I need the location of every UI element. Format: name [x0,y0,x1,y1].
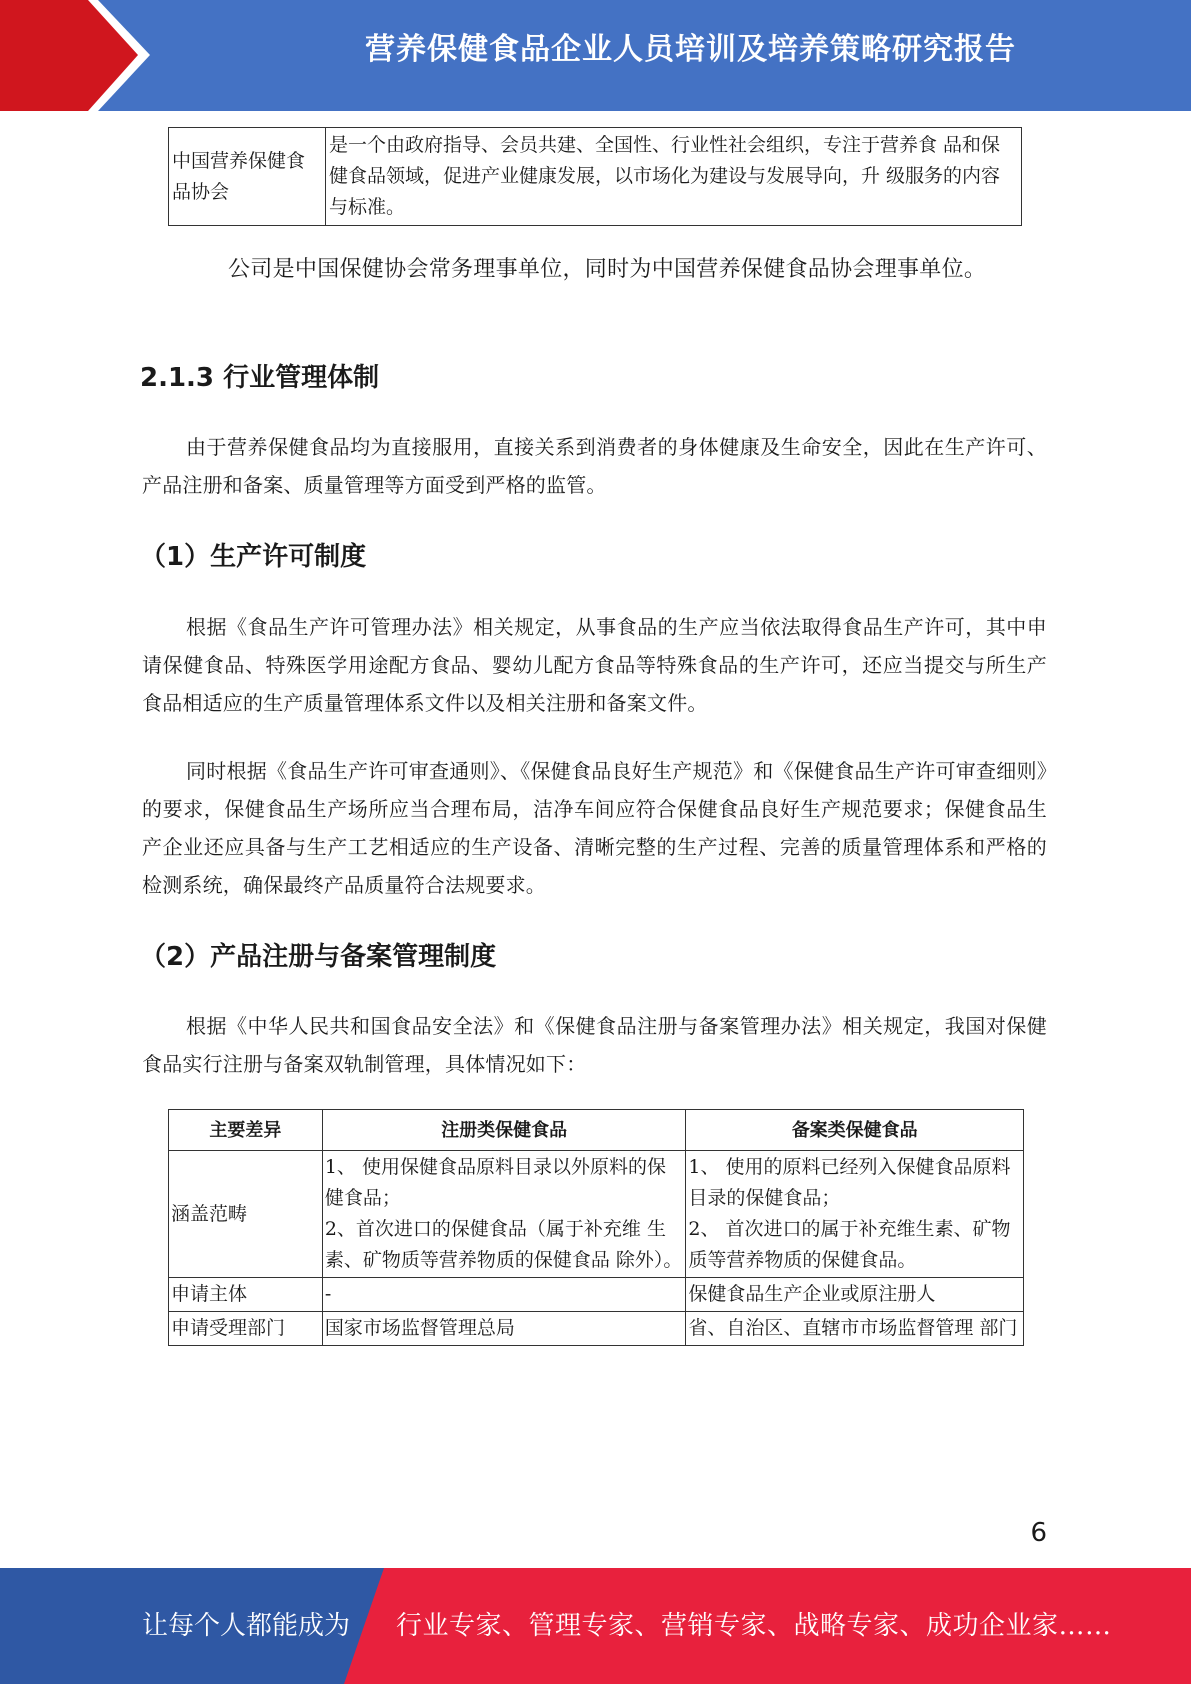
footer-slogan-right: 行业专家、管理专家、营销专家、战略专家、成功企业家…… [396,1611,1112,1641]
section-heading-production-license: （1）生产许可制度 [140,542,367,572]
registered-cell: - [322,1278,686,1312]
table-row [169,1151,1024,1278]
row-label: 申请主体 [169,1278,323,1312]
registered-cell: 1、 使用保健食品原料目录以外原料的保健食品； 2、首次进口的保健食品（属于补充维 生素、矿物质等营养物质的保健食品 除外）。 [322,1151,686,1278]
registered-cell: 国家市场监督管理总局 [322,1312,686,1346]
report-title: 营养保健食品企业人员培训及培养策略研究报告 [365,32,1016,67]
column-header: 主要差异 [169,1110,323,1151]
comparison-table-wrapper [160,1100,1040,1412]
row-label: 涵盖范畴 [169,1151,323,1278]
association-table [168,127,1022,226]
production-license-para-1: 根据《食品生产许可管理办法》相关规定，从事食品的生产应当依法取得食品生产许可，其中申请保健食品、特殊医学用途配方食品、婴幼儿配方食品等特殊食品的生产许可，还应当提交与所生产食品相适应的生产质量管理体系文件以及相关注册和备案文件。 [142,615,1047,715]
comparison-table [168,1109,1024,1346]
section-heading-registration-filing: （2）产品注册与备案管理制度 [140,942,497,972]
section-heading-2-1-3: 2.1.3 行业管理体制 [140,363,380,393]
table-header-row [169,1110,1024,1151]
table-row [169,128,1022,226]
page-number: 6 [1030,1518,1047,1548]
filed-cell: 保健食品生产企业或原注册人 [686,1278,1024,1312]
page-footer [0,1568,1191,1684]
table-row [169,1278,1024,1312]
filed-cell: 1、 使用的原料已经列入保健食品原料目录的保健食品； 2、 首次进口的属于补充维生素、矿物质等营养物质的保健食品。 [686,1151,1024,1278]
production-license-para-2: 同时根据《食品生产许可审查通则》、《保健食品良好生产规范》和《保健食品生产许可审查细则》的要求，保健食品生产场所应当合理布局，洁净车间应符合保健食品良好生产规范要求；保健食品生产企业还应具备与生产工艺相适应的生产设备、清晰完整的生产过程、完善的质量管理体系和严格的检测系统，确保最终产品质量符合法规要求。 [142,759,1047,897]
association-description: 是一个由政府指导、会员共建、全国性、行业性社会组织，专注于营养食 品和保健食品领域，促进产业健康发展，以市场化为建设与发展导向，升 级服务的内容与标准。 [326,128,1022,226]
column-header: 备案类保健食品 [686,1110,1024,1151]
filed-cell: 省、自治区、直辖市市场监督管理 部门 [686,1312,1024,1346]
table-row [169,1312,1024,1346]
row-label: 申请受理部门 [169,1312,323,1346]
association-name: 中国营养保健食品协会 [169,128,326,226]
page-header [0,0,1191,111]
section-2-1-3-intro: 由于营养保健食品均为直接服用，直接关系到消费者的身体健康及生命安全，因此在生产许可、产品注册和备案、质量管理等方面受到严格的监管。 [142,435,1047,497]
column-header: 注册类保健食品 [322,1110,686,1151]
registration-filing-para-1: 根据《中华人民共和国食品安全法》和《保健食品注册与备案管理办法》相关规定，我国对保健食品实行注册与备案双轨制管理，具体情况如下： [142,1014,1047,1076]
membership-paragraph: 公司是中国保健协会常务理事单位，同时为中国营养保健食品协会理事单位。 [228,257,987,282]
footer-slogan-left: 让每个人都能成为 [142,1611,351,1641]
